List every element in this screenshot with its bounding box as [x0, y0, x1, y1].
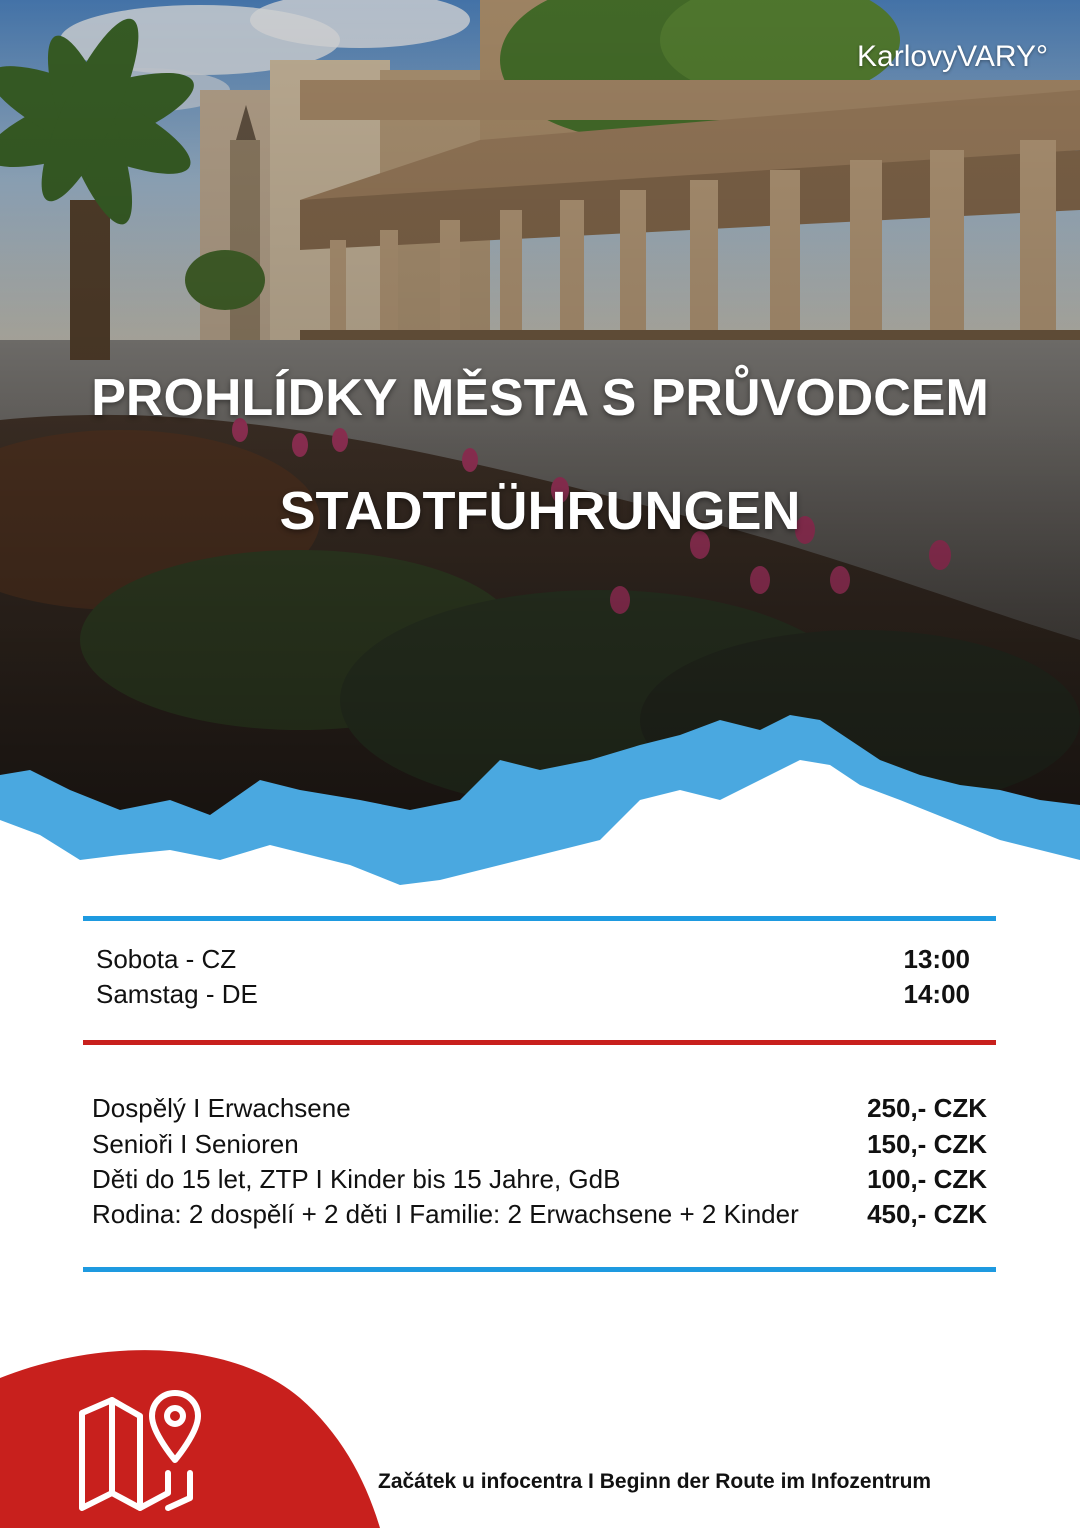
price-label: Děti do 15 let, ZTP I Kinder bis 15 Jahre, GdB — [92, 1164, 621, 1194]
price-label: Senioři I Senioren — [92, 1129, 299, 1159]
price-amount: 250,- CZK — [867, 1093, 987, 1123]
price-row — [92, 1129, 987, 1163]
price-row — [92, 1199, 987, 1233]
title-de: STADTFÜHRUNGEN — [279, 481, 801, 541]
price-amount: 100,- CZK — [867, 1164, 987, 1194]
schedule-row — [96, 979, 970, 1011]
price-amount: 450,- CZK — [867, 1199, 987, 1229]
karlovy-vary-logo: KarlovyVARY° — [857, 40, 1048, 73]
price-row — [92, 1164, 987, 1198]
divider-middle — [83, 1040, 996, 1045]
price-label: Rodina: 2 dospělí + 2 děti I Familie: 2 Erwachsene + 2 Kinder — [92, 1199, 799, 1229]
red-corner-shape — [0, 1338, 380, 1528]
title-cz: PROHLÍDKY MĚSTA S PRŮVODCEM — [91, 369, 989, 427]
schedule-label: Samstag - DE — [96, 979, 258, 1009]
schedule-row — [96, 944, 970, 976]
divider-top — [83, 916, 996, 921]
price-row — [92, 1093, 987, 1127]
schedule-label: Sobota - CZ — [96, 944, 237, 974]
schedule-time: 14:00 — [903, 979, 970, 1009]
divider-bottom — [83, 1267, 996, 1272]
start-location-text: Začátek u infocentra I Beginn der Route im Infozentrum — [378, 1470, 932, 1493]
price-label: Dospělý I Erwachsene — [92, 1093, 351, 1123]
schedule-time: 13:00 — [903, 944, 970, 974]
price-amount: 150,- CZK — [867, 1129, 987, 1159]
